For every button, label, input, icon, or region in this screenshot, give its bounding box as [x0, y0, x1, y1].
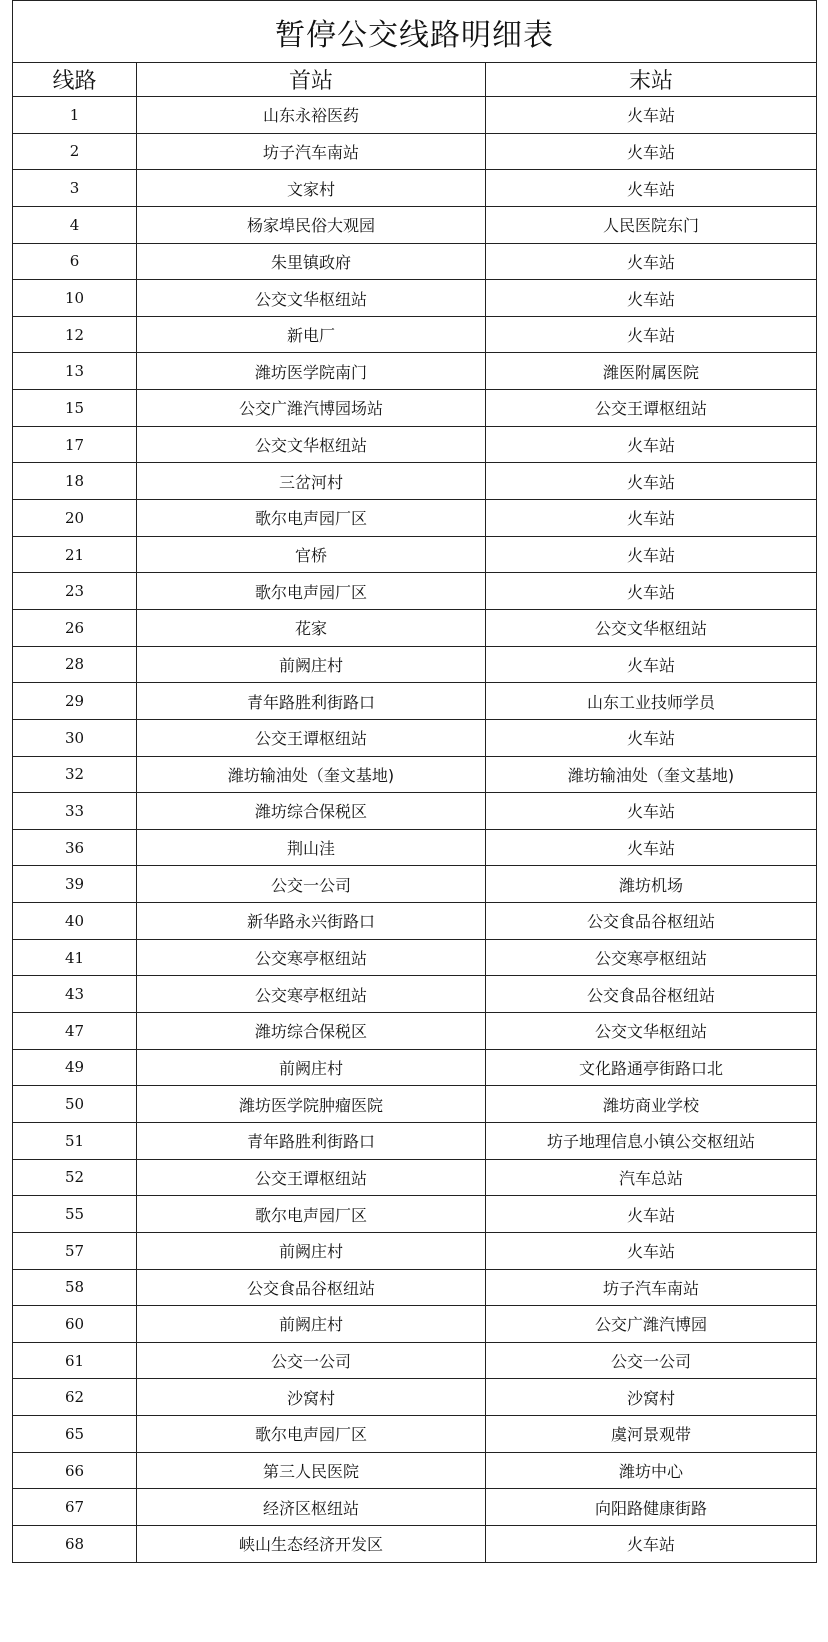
cell-line: 60 — [13, 1306, 137, 1343]
cell-line: 55 — [13, 1196, 137, 1233]
cell-last-stop: 坊子汽车南站 — [486, 1269, 817, 1306]
cell-line: 1 — [13, 97, 137, 134]
table-row — [13, 573, 817, 610]
cell-first-stop: 公交文华枢纽站 — [137, 280, 486, 317]
table-row — [13, 206, 817, 243]
cell-line: 68 — [13, 1525, 137, 1562]
cell-line: 52 — [13, 1159, 137, 1196]
table-row — [13, 97, 817, 134]
cell-last-stop: 潍坊输油处（奎文基地) — [486, 756, 817, 793]
cell-first-stop: 峡山生态经济开发区 — [137, 1525, 486, 1562]
cell-line: 4 — [13, 206, 137, 243]
cell-line: 2 — [13, 133, 137, 170]
cell-first-stop: 新电厂 — [137, 316, 486, 353]
cell-line: 41 — [13, 939, 137, 976]
table-row — [13, 243, 817, 280]
cell-first-stop: 公交王谭枢纽站 — [137, 1159, 486, 1196]
cell-first-stop: 公交食品谷枢纽站 — [137, 1269, 486, 1306]
cell-first-stop: 公交王谭枢纽站 — [137, 719, 486, 756]
cell-last-stop: 火车站 — [486, 426, 817, 463]
cell-line: 49 — [13, 1049, 137, 1086]
cell-last-stop: 火车站 — [486, 719, 817, 756]
cell-last-stop: 火车站 — [486, 793, 817, 830]
cell-first-stop: 官桥 — [137, 536, 486, 573]
cell-first-stop: 经济区枢纽站 — [137, 1489, 486, 1526]
cell-first-stop: 第三人民医院 — [137, 1452, 486, 1489]
cell-line: 15 — [13, 390, 137, 427]
cell-first-stop: 三岔河村 — [137, 463, 486, 500]
cell-last-stop: 坊子地理信息小镇公交枢纽站 — [486, 1122, 817, 1159]
cell-last-stop: 沙窝村 — [486, 1379, 817, 1416]
cell-line: 66 — [13, 1452, 137, 1489]
table-row — [13, 536, 817, 573]
table-title: 暂停公交线路明细表 — [13, 1, 817, 63]
table-row — [13, 719, 817, 756]
cell-line: 26 — [13, 609, 137, 646]
cell-first-stop: 潍坊医学院南门 — [137, 353, 486, 390]
cell-line: 47 — [13, 1013, 137, 1050]
table-row — [13, 280, 817, 317]
cell-first-stop: 歌尔电声园厂区 — [137, 1196, 486, 1233]
cell-line: 67 — [13, 1489, 137, 1526]
table-row — [13, 1159, 817, 1196]
cell-line: 29 — [13, 683, 137, 720]
cell-first-stop: 潍坊综合保税区 — [137, 793, 486, 830]
cell-line: 51 — [13, 1122, 137, 1159]
cell-last-stop: 人民医院东门 — [486, 206, 817, 243]
cell-last-stop: 潍坊中心 — [486, 1452, 817, 1489]
table-row — [13, 646, 817, 683]
table-row — [13, 1122, 817, 1159]
table-row — [13, 1306, 817, 1343]
cell-last-stop: 火车站 — [486, 1196, 817, 1233]
table-row — [13, 1525, 817, 1562]
table-row — [13, 1489, 817, 1526]
cell-last-stop: 公交寒亭枢纽站 — [486, 939, 817, 976]
cell-last-stop: 公交食品谷枢纽站 — [486, 976, 817, 1013]
cell-line: 18 — [13, 463, 137, 500]
cell-last-stop: 潍坊商业学校 — [486, 1086, 817, 1123]
cell-last-stop: 火车站 — [486, 646, 817, 683]
table-row — [13, 426, 817, 463]
cell-first-stop: 歌尔电声园厂区 — [137, 1416, 486, 1453]
cell-first-stop: 公交广潍汽博园场站 — [137, 390, 486, 427]
cell-last-stop: 火车站 — [486, 97, 817, 134]
cell-line: 21 — [13, 536, 137, 573]
table-row — [13, 1049, 817, 1086]
cell-line: 57 — [13, 1232, 137, 1269]
cell-last-stop: 潍坊机场 — [486, 866, 817, 903]
table-row — [13, 609, 817, 646]
cell-last-stop: 向阳路健康街路 — [486, 1489, 817, 1526]
cell-line: 30 — [13, 719, 137, 756]
route-sheet — [12, 0, 816, 1563]
cell-last-stop: 火车站 — [486, 170, 817, 207]
table-row — [13, 1196, 817, 1233]
cell-line: 62 — [13, 1379, 137, 1416]
cell-last-stop: 潍医附属医院 — [486, 353, 817, 390]
cell-line: 40 — [13, 903, 137, 940]
cell-last-stop: 公交食品谷枢纽站 — [486, 903, 817, 940]
cell-last-stop: 火车站 — [486, 1232, 817, 1269]
cell-first-stop: 潍坊综合保税区 — [137, 1013, 486, 1050]
table-row — [13, 170, 817, 207]
title-row — [13, 1, 817, 63]
cell-line: 20 — [13, 500, 137, 537]
table-row — [13, 866, 817, 903]
table-row — [13, 1086, 817, 1123]
header-last-stop: 末站 — [486, 63, 817, 97]
cell-last-stop: 公交王谭枢纽站 — [486, 390, 817, 427]
cell-last-stop: 汽车总站 — [486, 1159, 817, 1196]
cell-line: 58 — [13, 1269, 137, 1306]
cell-line: 6 — [13, 243, 137, 280]
cell-line: 17 — [13, 426, 137, 463]
cell-last-stop: 虞河景观带 — [486, 1416, 817, 1453]
cell-line: 50 — [13, 1086, 137, 1123]
cell-line: 28 — [13, 646, 137, 683]
cell-first-stop: 山东永裕医药 — [137, 97, 486, 134]
cell-first-stop: 潍坊输油处（奎文基地) — [137, 756, 486, 793]
cell-first-stop: 歌尔电声园厂区 — [137, 573, 486, 610]
table-row — [13, 1379, 817, 1416]
table-row — [13, 316, 817, 353]
cell-first-stop: 潍坊医学院肿瘤医院 — [137, 1086, 486, 1123]
table-row — [13, 756, 817, 793]
cell-first-stop: 公交一公司 — [137, 1342, 486, 1379]
cell-last-stop: 山东工业技师学员 — [486, 683, 817, 720]
cell-line: 3 — [13, 170, 137, 207]
table-row — [13, 390, 817, 427]
cell-last-stop: 文化路通亭街路口北 — [486, 1049, 817, 1086]
cell-line: 39 — [13, 866, 137, 903]
cell-first-stop: 坊子汽车南站 — [137, 133, 486, 170]
cell-first-stop: 公交寒亭枢纽站 — [137, 939, 486, 976]
table-row — [13, 1232, 817, 1269]
cell-last-stop: 火车站 — [486, 280, 817, 317]
cell-line: 33 — [13, 793, 137, 830]
cell-last-stop: 火车站 — [486, 316, 817, 353]
cell-first-stop: 杨家埠民俗大观园 — [137, 206, 486, 243]
cell-line: 32 — [13, 756, 137, 793]
table-row — [13, 793, 817, 830]
table-row — [13, 1342, 817, 1379]
cell-first-stop: 青年路胜利街路口 — [137, 683, 486, 720]
cell-first-stop: 青年路胜利街路口 — [137, 1122, 486, 1159]
cell-first-stop: 花家 — [137, 609, 486, 646]
cell-last-stop: 火车站 — [486, 133, 817, 170]
cell-line: 61 — [13, 1342, 137, 1379]
cell-last-stop: 火车站 — [486, 463, 817, 500]
header-line: 线路 — [13, 63, 137, 97]
cell-last-stop: 火车站 — [486, 500, 817, 537]
cell-last-stop: 火车站 — [486, 829, 817, 866]
cell-line: 43 — [13, 976, 137, 1013]
header-row — [13, 63, 817, 97]
table-row — [13, 1416, 817, 1453]
cell-last-stop: 火车站 — [486, 1525, 817, 1562]
table-row — [13, 1269, 817, 1306]
cell-line: 13 — [13, 353, 137, 390]
cell-first-stop: 沙窝村 — [137, 1379, 486, 1416]
cell-last-stop: 火车站 — [486, 536, 817, 573]
cell-first-stop: 前阙庄村 — [137, 646, 486, 683]
cell-first-stop: 歌尔电声园厂区 — [137, 500, 486, 537]
cell-last-stop: 公交文华枢纽站 — [486, 609, 817, 646]
suspended-routes-table — [12, 0, 817, 1563]
table-row — [13, 683, 817, 720]
cell-first-stop: 前阙庄村 — [137, 1232, 486, 1269]
cell-line: 10 — [13, 280, 137, 317]
header-first-stop: 首站 — [137, 63, 486, 97]
cell-first-stop: 公交寒亭枢纽站 — [137, 976, 486, 1013]
cell-last-stop: 火车站 — [486, 573, 817, 610]
cell-first-stop: 文家村 — [137, 170, 486, 207]
cell-last-stop: 火车站 — [486, 243, 817, 280]
cell-first-stop: 前阙庄村 — [137, 1049, 486, 1086]
cell-last-stop: 公交广潍汽博园 — [486, 1306, 817, 1343]
table-row — [13, 353, 817, 390]
table-row — [13, 1013, 817, 1050]
cell-line: 36 — [13, 829, 137, 866]
table-row — [13, 939, 817, 976]
table-row — [13, 1452, 817, 1489]
cell-line: 12 — [13, 316, 137, 353]
cell-first-stop: 公交文华枢纽站 — [137, 426, 486, 463]
cell-first-stop: 荆山洼 — [137, 829, 486, 866]
table-row — [13, 133, 817, 170]
cell-last-stop: 公交文华枢纽站 — [486, 1013, 817, 1050]
table-row — [13, 976, 817, 1013]
table-row — [13, 463, 817, 500]
cell-first-stop: 公交一公司 — [137, 866, 486, 903]
cell-line: 65 — [13, 1416, 137, 1453]
table-row — [13, 500, 817, 537]
cell-first-stop: 朱里镇政府 — [137, 243, 486, 280]
cell-first-stop: 新华路永兴街路口 — [137, 903, 486, 940]
cell-first-stop: 前阙庄村 — [137, 1306, 486, 1343]
table-row — [13, 829, 817, 866]
cell-line: 23 — [13, 573, 137, 610]
cell-last-stop: 公交一公司 — [486, 1342, 817, 1379]
table-row — [13, 903, 817, 940]
